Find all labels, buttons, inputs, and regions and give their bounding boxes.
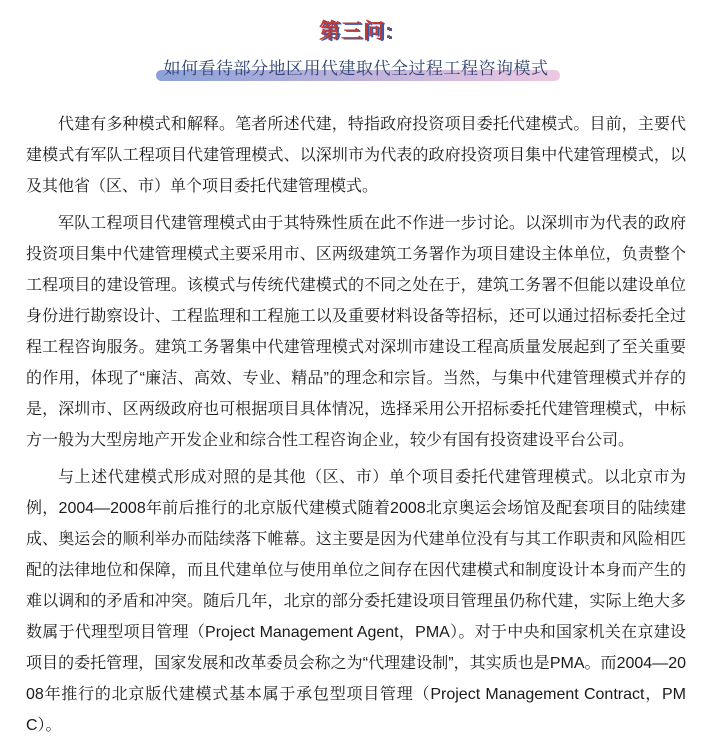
section-subtitle: 如何看待部分地区用代建取代全过程工程咨询模式 <box>163 59 549 78</box>
body-paragraph: 代建有多种模式和解释。笔者所述代建，特指政府投资项目委托代建模式。目前，主要代建模式有军队工程项目代建管理模式、以深圳市为代表的政府投资项目集中代建管理模式，以及其他省（区、市）单个项目委托代建管理模式。 <box>26 116 686 195</box>
section-title: 第三问: <box>319 20 393 43</box>
subtitle-row <box>0 54 712 79</box>
body-paragraph: 与上述代建模式形成对照的是其他（区、市）单个项目委托代建管理模式。以北京市为例，2004—2008年前后推行的北京版代建模式随着2008北京奥运会场馆及配套项目的陆续建成、奥运会的顺利举办而陆续落下帷幕。这主要是因为代建单位没有与其工作职责和风险相匹配的法律地位和保障，而且代建单位与使用单位之间存在因代建模式和制度设计本身而产生的难以调和的矛盾和冲突。随后几年，北京的部分委托建设项目管理虽仍称代建，实际上绝大多数属于代理型项目管理（Project Management Agent，PMA）。对于中央和国家机关在京建设项目的委托管理，国家发展和改革委员会称之为“代理建设制”，其实质也是PMA。而2004—2008年推行的北京版代建模式基本属于承包型项目管理（Project Management Contract，PMC）。 <box>26 469 686 734</box>
article-body <box>26 109 686 741</box>
subtitle-wrap <box>164 54 549 79</box>
body-paragraph: 军队工程项目代建管理模式由于其特殊性质在此不作进一步讨论。以深圳市为代表的政府投资项目集中代建管理模式主要采用市、区两级建筑工务署作为项目建设主体单位，负责整个工程项目的建设管理。该模式与传统代建模式的不同之处在于，建筑工务署不但能以建设单位身份进行勘察设计、工程监理和工程施工以及重要材料设备等招标，还可以通过招标委托全过程工程咨询服务。建筑工务署集中代建管理模式对深圳市建设工程高质量发展起到了至关重要的作用，体现了“廉洁、高效、专业、精品”的理念和宗旨。当然，与集中代建管理模式并存的是，深圳市、区两级政府也可根据项目具体情况，选择采用公开招标委托代建管理模式，中标方一般为大型房地产开发企业和综合性工程咨询企业，较少有国有投资建设平台公司。 <box>26 215 686 449</box>
